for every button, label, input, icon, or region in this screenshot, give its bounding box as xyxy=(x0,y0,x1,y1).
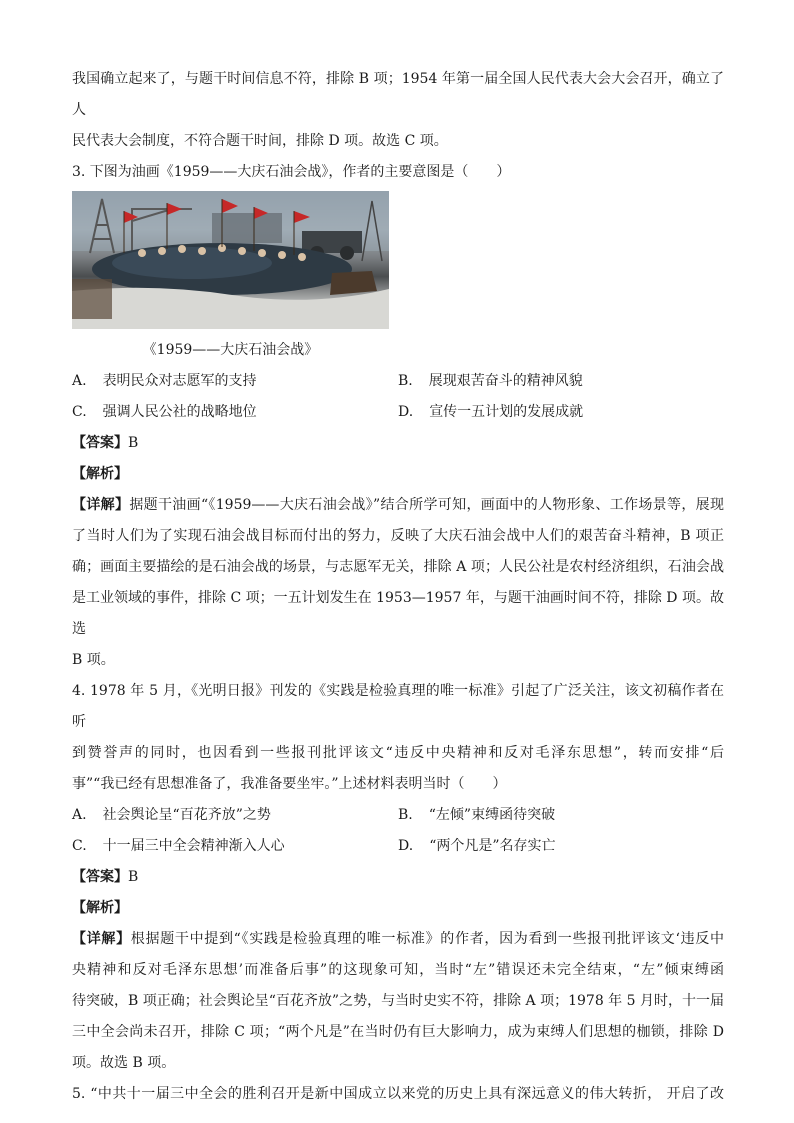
question-3-options xyxy=(72,366,724,428)
detail-line: 【详解】据题干油画“《1959——大庆石油会战》”结合所学可知，画面中的人物形象、工作场景等，展现 xyxy=(72,497,724,513)
question-4-options xyxy=(72,800,724,862)
question-3-stem: 3. 下图为油画《1959——大庆石油会战》，作者的主要意图是（ ） xyxy=(72,164,511,180)
question-4-stem: 事”“我已经有思想准备了，我准备要坐牢。”上述材料表明当时（ ） xyxy=(72,776,507,792)
figure-caption: 《1959——大庆石油会战》 xyxy=(142,342,319,358)
detail-line: 【详解】根据题干中提到“《实践是检验真理的唯一标准》的作者，因为看到一些报刊批评该文‘违反中 xyxy=(72,931,725,947)
answer-line: 【答案】B xyxy=(72,435,139,451)
option-d: D. 宣传一五计划的发展成就 xyxy=(398,404,584,420)
detail-line: 央精神和反对毛泽东思想’而准备后事”的这现象可知，当时“左”错误还未完全结束，“左”倾束缚函 xyxy=(72,962,724,978)
analysis-heading: 【解析】 xyxy=(72,900,128,916)
document-page xyxy=(72,64,724,1110)
question-5-stem: 5. “中共十一届三中全会的胜利召开是新中国成立以来党的历史上具有深远意义的伟大转折， 开启了改 xyxy=(72,1086,724,1102)
analysis-heading: 【解析】 xyxy=(72,466,128,482)
option-d: D. “两个凡是”名存实亡 xyxy=(398,838,556,854)
answer-line: 【答案】B xyxy=(72,869,139,885)
detail-line: B 项。 xyxy=(72,652,115,668)
oil-painting-image xyxy=(72,191,389,329)
option-b: B. “左倾”束缚函待突破 xyxy=(398,807,556,823)
option-b: B. 展现艰苦奋斗的精神风貌 xyxy=(398,373,583,389)
detail-line: 了当时人们为了实现石油会战目标而付出的努力，反映了大庆石油会战中人们的艰苦奋斗精神，B 项正 xyxy=(72,528,724,544)
option-c: C. 十一届三中全会精神渐入人心 xyxy=(72,838,285,854)
detail-line: 三中全会尚未召开，排除 C 项；“两个凡是”在当时仍有巨大影响力，成为束缚人们思想的枷锁，排除 D xyxy=(72,1024,724,1040)
painting-illustration xyxy=(72,191,389,329)
question-4-stem: 4. 1978 年 5 月，《光明日报》刊发的《实践是检验真理的唯一标准》引起了广泛关注，该文初稿作者在听 xyxy=(72,683,724,730)
option-a: A. 表明民众对志愿军的支持 xyxy=(72,373,257,389)
text-line: 民代表大会制度，不符合题干时间，排除 D 项。故选 C 项。 xyxy=(72,133,448,149)
detail-line: 项。故选 B 项。 xyxy=(72,1055,176,1071)
detail-line: 是工业领域的事件，排除 C 项；一五计划发生在 1953—1957 年，与题干油画时间不符，排除 D 项。故选 xyxy=(72,590,724,637)
option-c: C. 强调人民公社的战略地位 xyxy=(72,404,257,420)
option-a: A. 社会舆论呈“百花齐放”之势 xyxy=(72,807,271,823)
text-line: 我国确立起来了，与题干时间信息不符，排除 B 项；1954 年第一届全国人民代表大会大会召开，确立了人 xyxy=(72,71,724,118)
question-4-stem: 到赞誉声的同时，也因看到一些报刊批评该文“违反中央精神和反对毛泽东思想”，转而安排“后 xyxy=(72,745,724,761)
detail-line: 待突破，B 项正确；社会舆论呈“百花齐放”之势，与当时史实不符，排除 A 项；1978 年 5 月时，十一届 xyxy=(72,993,724,1009)
detail-line: 确；画面主要描绘的是石油会战的场景，与志愿军无关，排除 A 项；人民公社是农村经济组织，石油会战 xyxy=(72,559,724,575)
